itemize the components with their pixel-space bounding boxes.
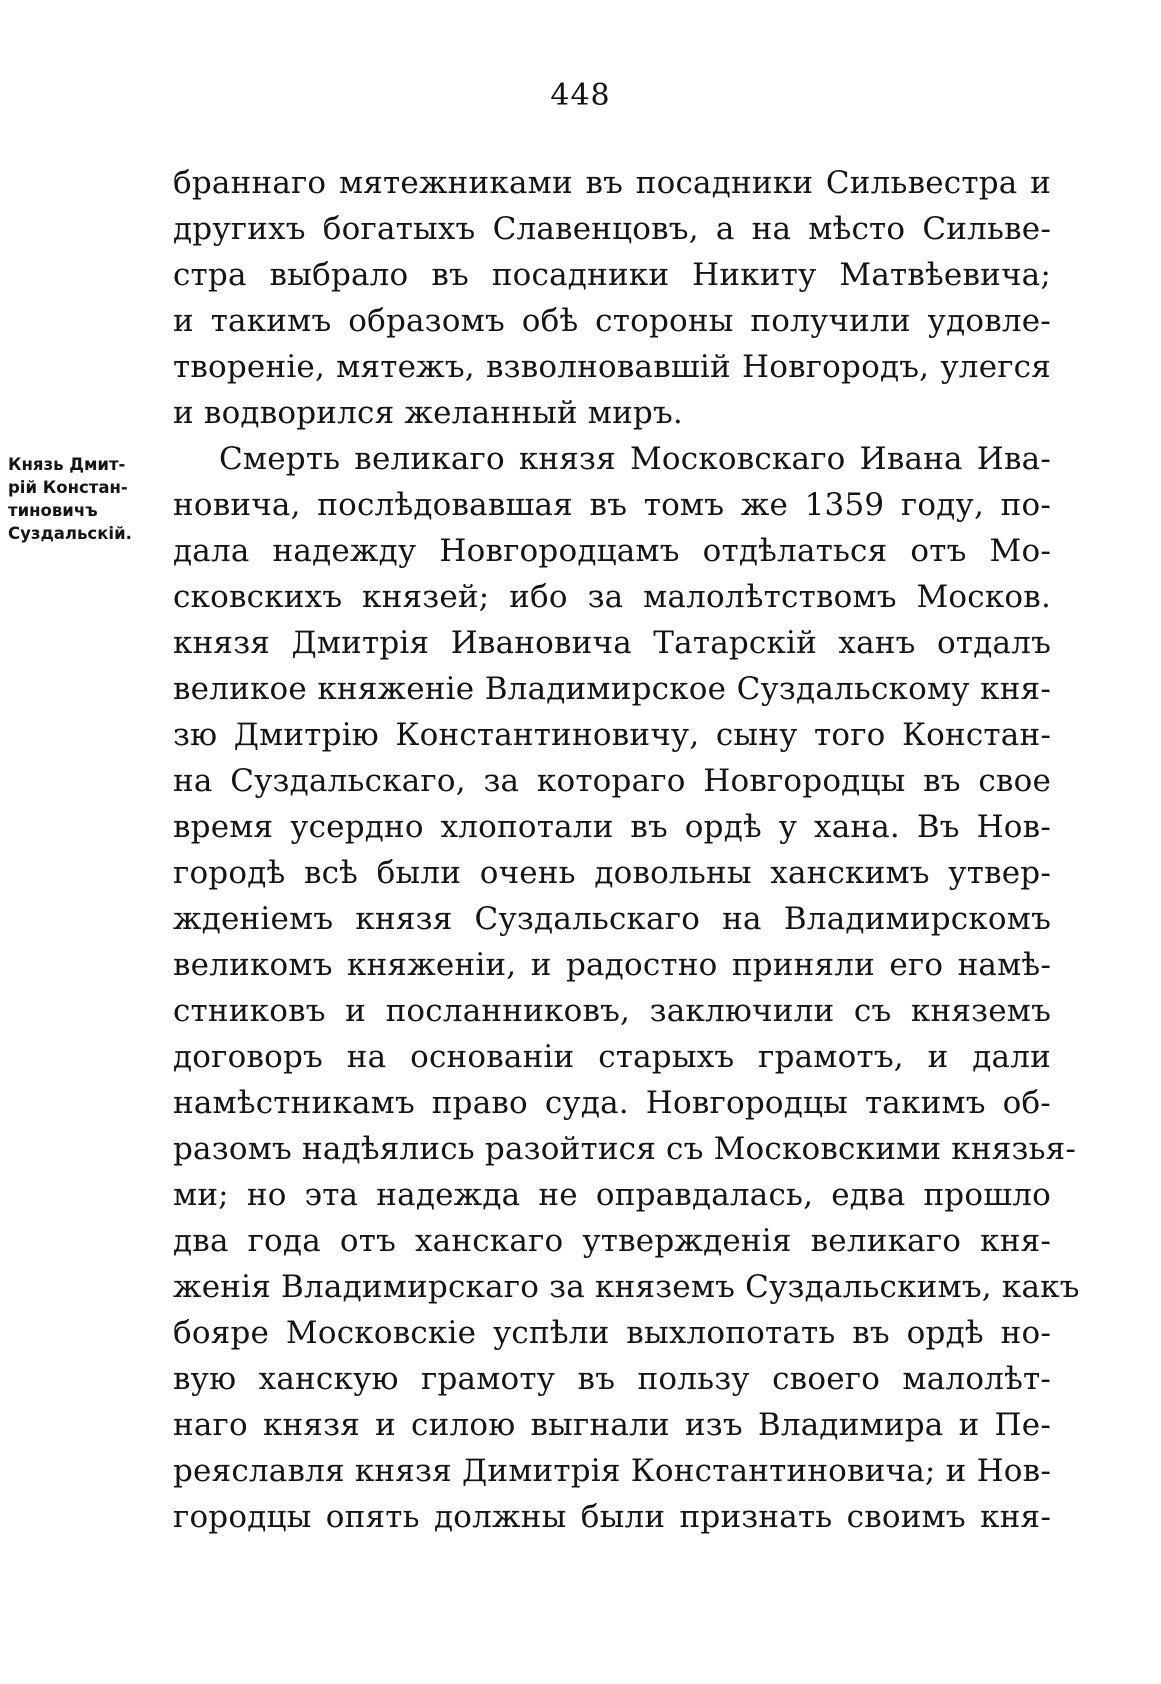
text-line: время усердно хлопотали въ ордѣ у хана. Въ Нов- — [173, 809, 1051, 845]
text-line: бояре Московскіе успѣли выхлопотать въ ордѣ но- — [173, 1315, 1051, 1351]
text-line: жденіемъ князя Суздальскаго на Владимирскомъ — [173, 901, 1051, 937]
text-line: браннаго мятежниками въ посадники Сильвестра и — [173, 165, 1051, 201]
text-line: женія Владимирскаго за княземъ Суздальскимъ, какъ — [173, 1269, 1080, 1305]
margin-note — [8, 453, 168, 545]
text-line: стра выбрало въ посадники Никиту Матвѣевича; — [173, 257, 1051, 293]
margin-note-line: Суздальскій. — [8, 524, 132, 543]
text-line: наго князя и силою выгнали изъ Владимира и Пе- — [173, 1407, 1051, 1443]
body-text — [173, 160, 1080, 1540]
page-number: 448 — [550, 78, 611, 113]
text-line: городцы опять должны были признать своимъ кня- — [173, 1499, 1051, 1535]
text-line: сковскихъ князей; ибо за малолѣтствомъ Москов. — [173, 579, 1051, 615]
margin-note-line: Князь Дмит- — [8, 455, 126, 474]
text-line: реяславля князя Димитрія Константиновича; и Нов- — [173, 1453, 1051, 1489]
text-line: дала надежду Новгородцамъ отдѣлаться отъ Мо- — [173, 533, 1051, 569]
text-line: и водворился желанный миръ. — [173, 395, 683, 431]
margin-note-line: рій Констан- — [8, 478, 128, 497]
text-line: и такимъ образомъ обѣ стороны получили удовле- — [173, 303, 1051, 339]
text-line: князя Дмитрія Ивановича Татарскій ханъ отдалъ — [173, 625, 1051, 661]
text-line: ми; но эта надежда не оправдалась, едва прошло — [173, 1177, 1051, 1213]
text-line: вую ханскую грамоту въ пользу своего малолѣт- — [173, 1361, 1051, 1397]
text-line: великое княженіе Владимирское Суздальскому кня- — [173, 671, 1051, 707]
margin-note-line: тиновичъ — [8, 501, 98, 520]
text-line: твореніе, мятежъ, взволновавшій Новгородъ, улегся — [173, 349, 1051, 385]
text-line: городѣ всѣ были очень довольны ханскимъ утвер- — [173, 855, 1051, 891]
text-line: разомъ надѣялись разойтися съ Московскими князья- — [173, 1131, 1077, 1167]
text-line: на Суздальскаго, за котораго Новгородцы въ свое — [173, 763, 1051, 799]
text-line: стниковъ и посланниковъ, заключили съ княземъ — [173, 993, 1051, 1029]
text-line: другихъ богатыхъ Славенцовъ, а на мѣсто Сильве- — [173, 211, 1051, 247]
text-line: новича, послѣдовавшая въ томъ же 1359 году, по- — [173, 487, 1051, 523]
text-line: Смерть великаго князя Московскаго Ивана Ива- — [219, 441, 1051, 477]
text-line: великомъ княженіи, и радостно приняли его намѣ- — [173, 947, 1051, 983]
text-line: два года отъ ханскаго утвержденія великаго кня- — [173, 1223, 1051, 1259]
text-line: договоръ на основаніи старыхъ грамотъ, и дали — [173, 1039, 1051, 1075]
text-line: намѣстникамъ право суда. Новгородцы такимъ об- — [173, 1085, 1051, 1121]
text-line: зю Дмитрію Константиновичу, сыну того Констан- — [173, 717, 1051, 753]
